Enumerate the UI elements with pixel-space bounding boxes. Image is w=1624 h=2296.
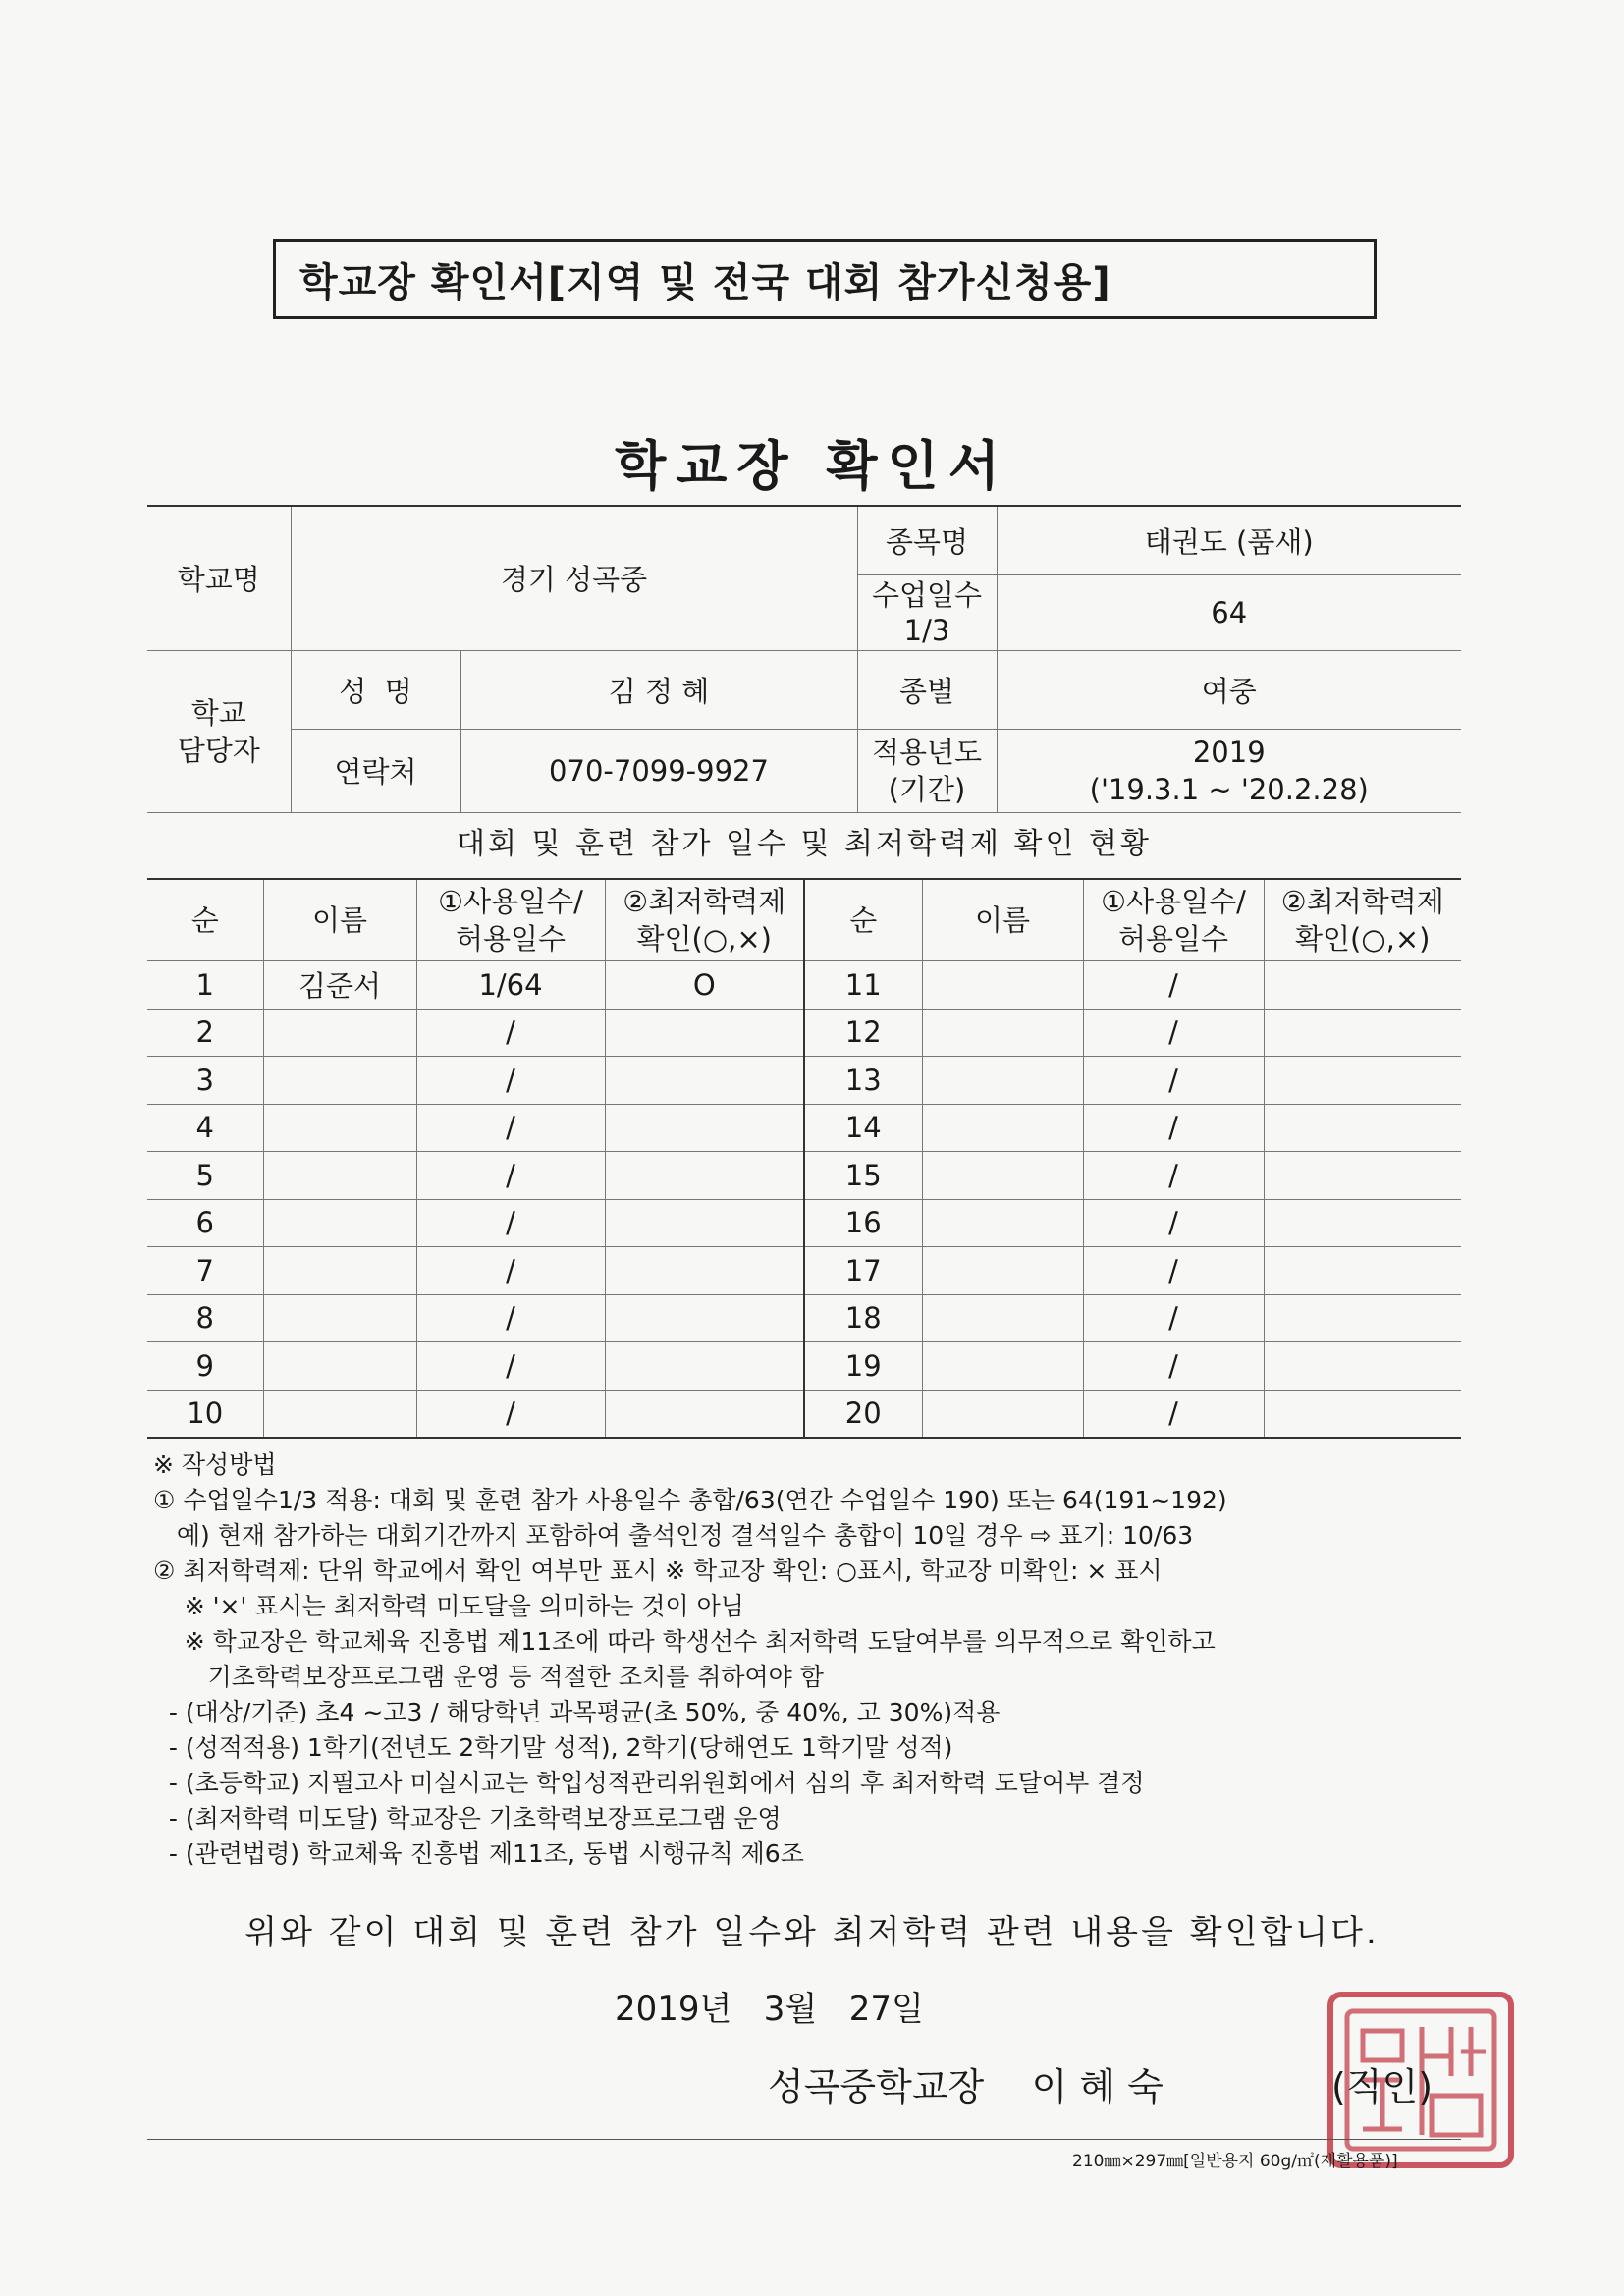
table-row (147, 1199, 1461, 1247)
sport-label: 종목명 (857, 506, 997, 574)
roster-check-cell (605, 1104, 804, 1152)
roster-name-cell (922, 1247, 1083, 1295)
class-days-value: 64 (997, 574, 1461, 650)
table-row (147, 1294, 1461, 1342)
roster-seq-cell: 17 (804, 1247, 922, 1295)
roster-seq-cell: 9 (147, 1342, 263, 1391)
instruction-line: ※ 작성방법 (153, 1450, 277, 1479)
principal-signature: 성곡중학교장 이 혜 숙 (768, 2065, 1164, 2108)
school-info-table (147, 505, 1461, 813)
staff-name-value: 김 정 혜 (460, 650, 857, 729)
instruction-line: ② 최저학력제: 단위 학교에서 확인 여부만 표시 ※ 학교장 확인: ○표시, 학교장 미확인: × 표시 (153, 1557, 1163, 1585)
roster-days-cell: / (416, 1104, 605, 1152)
roster-check-cell (1264, 961, 1461, 1010)
participation-roster-table (147, 878, 1461, 1439)
roster-check-cell (605, 1199, 804, 1247)
sport-value: 태권도 (품새) (997, 506, 1461, 574)
roster-days-cell: / (1083, 1057, 1264, 1105)
roster-seq-cell: 13 (804, 1057, 922, 1105)
table-row (147, 1104, 1461, 1152)
roster-body (147, 961, 1461, 1439)
instruction-line: ※ '×' 표시는 최저학력 미도달을 의미하는 것이 아님 (153, 1592, 744, 1620)
roster-days-cell: / (416, 1342, 605, 1391)
paper-spec: 210㎜×297㎜[일반용지 60g/㎡(재활용품)] (1072, 2152, 1398, 2171)
footer-divider (147, 2139, 1461, 2140)
roster-seq-cell: 16 (804, 1199, 922, 1247)
roster-check-cell (1264, 1390, 1461, 1438)
roster-check-cell (605, 1342, 804, 1391)
issue-date: 2019년 3월 27일 (615, 1990, 924, 2029)
roster-check-cell (605, 1294, 804, 1342)
table-row (147, 1057, 1461, 1105)
roster-name-cell (922, 1057, 1083, 1105)
roster-days-cell: / (1083, 1009, 1264, 1057)
roster-days-cell: / (1083, 1199, 1264, 1247)
roster-days-cell: / (416, 1199, 605, 1247)
roster-name-cell (263, 1057, 416, 1105)
table-row (147, 1342, 1461, 1391)
roster-name-cell: 김준서 (263, 961, 416, 1010)
roster-check-cell (1264, 1009, 1461, 1057)
header-check: ②최저학력제 확인(○,×) (605, 879, 804, 961)
class-days-label: 수업일수 1/3 (857, 574, 997, 650)
instruction-line: - (대상/기준) 초4 ~고3 / 해당학년 과목평균(초 50%, 중 40%, 고 30%)적용 (153, 1698, 1001, 1726)
form-type-text: 학교장 확인서[지역 및 전국 대회 참가신청용] (299, 259, 1111, 305)
roster-days-cell: / (1083, 1294, 1264, 1342)
instruction-line: ※ 학교장은 학교체육 진흥법 제11조에 따라 학생선수 최저학력 도달여부를 의무적으로 확인하고 (153, 1627, 1216, 1656)
roster-seq-cell: 18 (804, 1294, 922, 1342)
roster-name-cell (922, 1390, 1083, 1438)
roster-name-cell (263, 1104, 416, 1152)
roster-name-cell (263, 1342, 416, 1391)
roster-seq-cell: 7 (147, 1247, 263, 1295)
roster-days-cell: / (416, 1009, 605, 1057)
school-name-value: 경기 성곡중 (291, 506, 857, 650)
roster-name-cell (263, 1247, 416, 1295)
roster-check-cell (1264, 1104, 1461, 1152)
table-row (147, 1152, 1461, 1200)
roster-name-cell (922, 1009, 1083, 1057)
roster-check-cell (1264, 1057, 1461, 1105)
seal-label: (직인) (1331, 2065, 1434, 2108)
roster-seq-cell: 5 (147, 1152, 263, 1200)
header-days: ①사용일수/ 허용일수 (416, 879, 605, 961)
roster-name-cell (922, 1199, 1083, 1247)
roster-days-cell: / (1083, 1247, 1264, 1295)
staff-name-label: 성 명 (291, 650, 460, 729)
roster-check-cell (1264, 1294, 1461, 1342)
table-row (147, 1009, 1461, 1057)
roster-seq-cell: 15 (804, 1152, 922, 1200)
writing-instructions (153, 1448, 1469, 1872)
category-value: 여중 (997, 650, 1461, 729)
roster-seq-cell: 3 (147, 1057, 263, 1105)
roster-check-cell: O (605, 961, 804, 1010)
roster-check-cell (605, 1057, 804, 1105)
header-check: ②최저학력제 확인(○,×) (1264, 879, 1461, 961)
roster-seq-cell: 1 (147, 961, 263, 1010)
roster-seq-cell: 20 (804, 1390, 922, 1438)
roster-seq-cell: 19 (804, 1342, 922, 1391)
roster-subtitle: 대회 및 훈련 참가 일수 및 최저학력제 확인 현황 (457, 827, 1152, 861)
roster-days-cell: / (1083, 1390, 1264, 1438)
roster-check-cell (605, 1009, 804, 1057)
roster-days-cell: / (416, 1247, 605, 1295)
instruction-line: - (초등학교) 지필고사 미실시교는 학업성적관리위원회에서 심의 후 최저학력 도달여부 결정 (153, 1769, 1145, 1797)
form-type-banner (273, 239, 1377, 319)
roster-name-cell (922, 1104, 1083, 1152)
header-name: 이름 (922, 879, 1083, 961)
roster-name-cell (922, 1152, 1083, 1200)
roster-seq-cell: 14 (804, 1104, 922, 1152)
apply-year-value: 2019 ('19.3.1 ~ '20.2.28) (997, 729, 1461, 812)
instruction-line: ① 수업일수1/3 적용: 대회 및 훈련 참가 사용일수 총합/63(연간 수업일수 190) 또는 64(191~192) (153, 1486, 1227, 1514)
roster-days-cell: / (416, 1294, 605, 1342)
roster-check-cell (1264, 1199, 1461, 1247)
contact-label: 연락처 (291, 729, 460, 812)
roster-days-cell: / (416, 1057, 605, 1105)
roster-check-cell (1264, 1247, 1461, 1295)
table-row (147, 1247, 1461, 1295)
roster-seq-cell: 10 (147, 1390, 263, 1438)
roster-name-cell (263, 1199, 416, 1247)
school-name-label: 학교명 (147, 506, 291, 650)
table-row (147, 1390, 1461, 1438)
roster-name-cell (263, 1294, 416, 1342)
roster-seq-cell: 2 (147, 1009, 263, 1057)
confirmation-statement: 위와 같이 대회 및 훈련 참가 일수와 최저학력 관련 내용을 확인합니다. (244, 1913, 1380, 1952)
header-name: 이름 (263, 879, 416, 961)
roster-seq-cell: 8 (147, 1294, 263, 1342)
roster-name-cell (922, 961, 1083, 1010)
roster-days-cell: / (1083, 1152, 1264, 1200)
roster-seq-cell: 11 (804, 961, 922, 1010)
contact-value: 070-7099-9927 (460, 729, 857, 812)
roster-days-cell: / (416, 1390, 605, 1438)
header-days: ①사용일수/ 허용일수 (1083, 879, 1264, 961)
instruction-line: - (성적적용) 1학기(전년도 2학기말 성적), 2학기(당해연도 1학기말 성적) (153, 1733, 953, 1762)
roster-name-cell (263, 1152, 416, 1200)
roster-seq-cell: 4 (147, 1104, 263, 1152)
instruction-line: - (관련법령) 학교체육 진흥법 제11조, 동법 시행규칙 제6조 (153, 1839, 804, 1868)
roster-name-cell (922, 1342, 1083, 1391)
table-row (147, 961, 1461, 1010)
roster-days-cell: 1/64 (416, 961, 605, 1010)
roster-days-cell: / (1083, 961, 1264, 1010)
roster-days-cell: / (416, 1152, 605, 1200)
roster-check-cell (605, 1152, 804, 1200)
roster-days-cell: / (1083, 1342, 1264, 1391)
roster-check-cell (1264, 1342, 1461, 1391)
page-title: 학교장 확인서 (615, 435, 1009, 497)
roster-check-cell (605, 1390, 804, 1438)
instruction-line: 예) 현재 참가하는 대회기간까지 포함하여 출석인정 결석일수 총합이 10일 경우 ⇨ 표기: 10/63 (153, 1521, 1194, 1550)
roster-name-cell (922, 1294, 1083, 1342)
roster-name-cell (263, 1009, 416, 1057)
roster-check-cell (605, 1247, 804, 1295)
header-seq: 순 (147, 879, 263, 961)
header-seq: 순 (804, 879, 922, 961)
roster-name-cell (263, 1390, 416, 1438)
roster-check-cell (1264, 1152, 1461, 1200)
instruction-line: - (최저학력 미도달) 학교장은 기초학력보장프로그램 운영 (153, 1804, 782, 1832)
instruction-line: 기초학력보장프로그램 운영 등 적절한 조치를 취하여야 함 (153, 1663, 824, 1691)
category-label: 종별 (857, 650, 997, 729)
staff-label: 학교 담당자 (147, 650, 291, 812)
roster-seq-cell: 6 (147, 1199, 263, 1247)
apply-year-label: 적용년도 (기간) (857, 729, 997, 812)
roster-seq-cell: 12 (804, 1009, 922, 1057)
roster-days-cell: / (1083, 1104, 1264, 1152)
